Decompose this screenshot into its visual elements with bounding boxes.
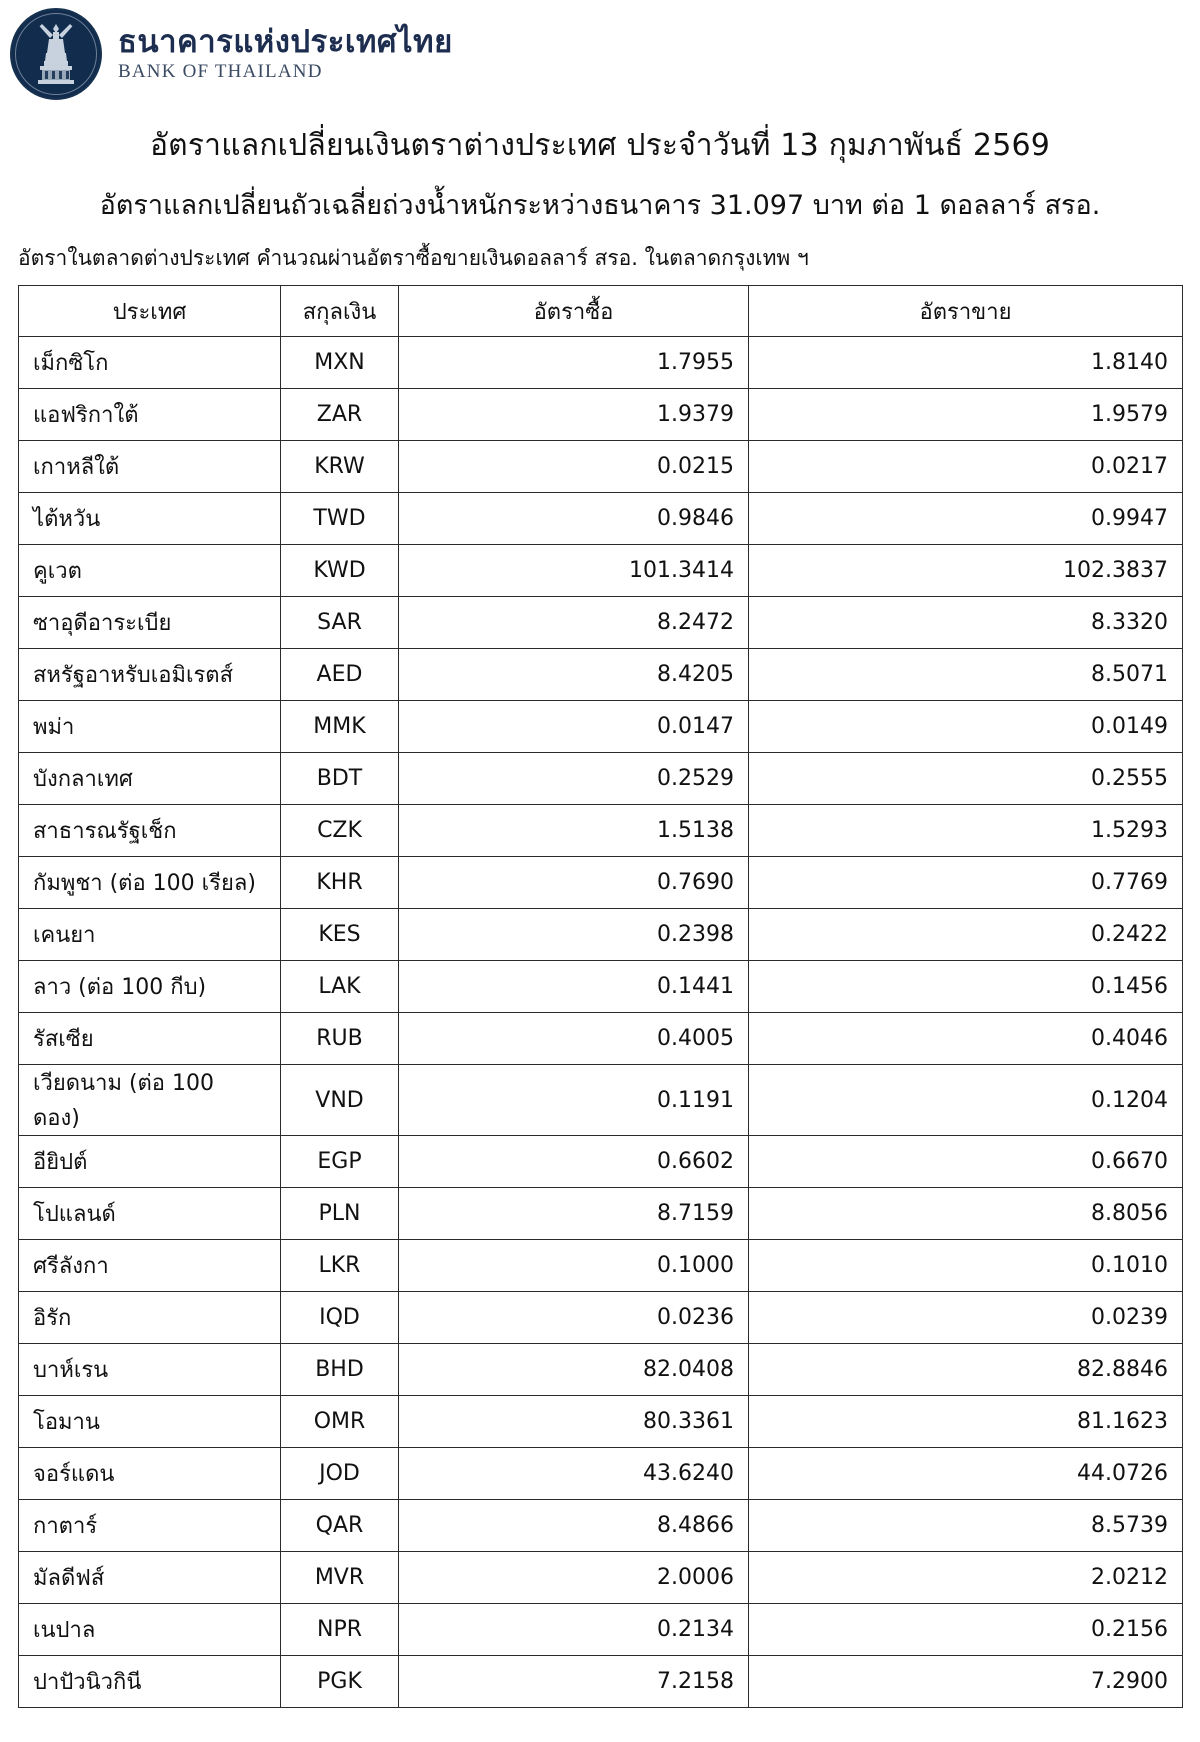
cell-currency: AED bbox=[281, 649, 399, 701]
table-row bbox=[19, 1552, 1183, 1604]
cell-currency: JOD bbox=[281, 1448, 399, 1500]
column-header-buy-rate: อัตราซื้อ bbox=[399, 286, 749, 337]
brand-name-thai: ธนาคารแห่งประเทศไทย bbox=[118, 23, 453, 60]
table-row bbox=[19, 545, 1183, 597]
cell-buy-rate: 82.0408 bbox=[399, 1344, 749, 1396]
table-row bbox=[19, 389, 1183, 441]
cell-country: บังกลาเทศ bbox=[19, 753, 281, 805]
cell-country: รัสเซีย bbox=[19, 1013, 281, 1065]
cell-country: ซาอุดีอาระเบีย bbox=[19, 597, 281, 649]
cell-sell-rate: 7.2900 bbox=[749, 1656, 1183, 1708]
cell-buy-rate: 0.0236 bbox=[399, 1292, 749, 1344]
cell-country: พม่า bbox=[19, 701, 281, 753]
cell-country: โอมาน bbox=[19, 1396, 281, 1448]
cell-currency: QAR bbox=[281, 1500, 399, 1552]
cell-buy-rate: 1.9379 bbox=[399, 389, 749, 441]
table-row bbox=[19, 1013, 1183, 1065]
cell-country: ลาว (ต่อ 100 กีบ) bbox=[19, 961, 281, 1013]
column-header-currency: สกุลเงิน bbox=[281, 286, 399, 337]
table-row bbox=[19, 1448, 1183, 1500]
cell-currency: PGK bbox=[281, 1656, 399, 1708]
cell-currency: MXN bbox=[281, 337, 399, 389]
cell-country: มัลดีฟส์ bbox=[19, 1552, 281, 1604]
column-header-sell-rate: อัตราขาย bbox=[749, 286, 1183, 337]
cell-currency: LKR bbox=[281, 1240, 399, 1292]
table-row bbox=[19, 493, 1183, 545]
cell-sell-rate: 1.9579 bbox=[749, 389, 1183, 441]
cell-sell-rate: 1.5293 bbox=[749, 805, 1183, 857]
table-row bbox=[19, 597, 1183, 649]
table-row bbox=[19, 1188, 1183, 1240]
cell-country: ศรีลังกา bbox=[19, 1240, 281, 1292]
cell-currency: SAR bbox=[281, 597, 399, 649]
cell-country: คูเวต bbox=[19, 545, 281, 597]
cell-currency: MVR bbox=[281, 1552, 399, 1604]
cell-currency: LAK bbox=[281, 961, 399, 1013]
cell-sell-rate: 0.9947 bbox=[749, 493, 1183, 545]
cell-currency: BDT bbox=[281, 753, 399, 805]
cell-sell-rate: 0.1456 bbox=[749, 961, 1183, 1013]
cell-sell-rate: 102.3837 bbox=[749, 545, 1183, 597]
cell-currency: PLN bbox=[281, 1188, 399, 1240]
brand-text bbox=[118, 23, 453, 83]
cell-buy-rate: 0.0147 bbox=[399, 701, 749, 753]
cell-currency: MMK bbox=[281, 701, 399, 753]
cell-buy-rate: 1.7955 bbox=[399, 337, 749, 389]
cell-sell-rate: 0.2156 bbox=[749, 1604, 1183, 1656]
cell-country: กาตาร์ bbox=[19, 1500, 281, 1552]
cell-sell-rate: 81.1623 bbox=[749, 1396, 1183, 1448]
cell-currency: VND bbox=[281, 1065, 399, 1136]
cell-country: เวียดนาม (ต่อ 100 ดอง) bbox=[19, 1065, 281, 1136]
page-subtitle: อัตราแลกเปลี่ยนถัวเฉลี่ยถ่วงน้ำหนักระหว่างธนาคาร 31.097 บาท ต่อ 1 ดอลลาร์ สรอ. bbox=[99, 190, 1101, 221]
cell-sell-rate: 8.5071 bbox=[749, 649, 1183, 701]
page-header bbox=[0, 0, 1200, 96]
cell-buy-rate: 8.4866 bbox=[399, 1500, 749, 1552]
cell-country: อิรัก bbox=[19, 1292, 281, 1344]
cell-country: ปาปัวนิวกินี bbox=[19, 1656, 281, 1708]
cell-buy-rate: 80.3361 bbox=[399, 1396, 749, 1448]
cell-sell-rate: 0.6670 bbox=[749, 1136, 1183, 1188]
table-row bbox=[19, 441, 1183, 493]
cell-currency: KRW bbox=[281, 441, 399, 493]
table-row bbox=[19, 1604, 1183, 1656]
cell-currency: CZK bbox=[281, 805, 399, 857]
bank-of-thailand-seal-icon bbox=[10, 8, 102, 100]
table-row bbox=[19, 805, 1183, 857]
cell-currency: KHR bbox=[281, 857, 399, 909]
table-row bbox=[19, 1396, 1183, 1448]
cell-country: แอฟริกาใต้ bbox=[19, 389, 281, 441]
table-row bbox=[19, 649, 1183, 701]
cell-sell-rate: 2.0212 bbox=[749, 1552, 1183, 1604]
cell-country: เกาหลีใต้ bbox=[19, 441, 281, 493]
cell-sell-rate: 1.8140 bbox=[749, 337, 1183, 389]
cell-country: เม็กซิโก bbox=[19, 337, 281, 389]
cell-country: โปแลนด์ bbox=[19, 1188, 281, 1240]
cell-currency: BHD bbox=[281, 1344, 399, 1396]
cell-buy-rate: 101.3414 bbox=[399, 545, 749, 597]
cell-buy-rate: 0.1441 bbox=[399, 961, 749, 1013]
cell-buy-rate: 2.0006 bbox=[399, 1552, 749, 1604]
table-row bbox=[19, 1065, 1183, 1136]
cell-sell-rate: 8.5739 bbox=[749, 1500, 1183, 1552]
cell-sell-rate: 0.2422 bbox=[749, 909, 1183, 961]
cell-country: เคนยา bbox=[19, 909, 281, 961]
exchange-rate-table-wrapper bbox=[0, 285, 1200, 1708]
page-title: อัตราแลกเปลี่ยนเงินตราต่างประเทศ ประจำวันที่ 13 กุมภาพันธ์ 2569 bbox=[149, 128, 1051, 163]
document-titles bbox=[0, 96, 1200, 275]
cell-country: อียิปต์ bbox=[19, 1136, 281, 1188]
cell-sell-rate: 0.0239 bbox=[749, 1292, 1183, 1344]
cell-buy-rate: 0.9846 bbox=[399, 493, 749, 545]
cell-currency: EGP bbox=[281, 1136, 399, 1188]
cell-buy-rate: 0.1191 bbox=[399, 1065, 749, 1136]
cell-sell-rate: 0.1204 bbox=[749, 1065, 1183, 1136]
cell-country: บาห์เรน bbox=[19, 1344, 281, 1396]
cell-buy-rate: 0.2529 bbox=[399, 753, 749, 805]
cell-country: เนปาล bbox=[19, 1604, 281, 1656]
cell-country: สหรัฐอาหรับเอมิเรตส์ bbox=[19, 649, 281, 701]
cell-sell-rate: 44.0726 bbox=[749, 1448, 1183, 1500]
table-row bbox=[19, 1344, 1183, 1396]
cell-buy-rate: 8.7159 bbox=[399, 1188, 749, 1240]
cell-buy-rate: 43.6240 bbox=[399, 1448, 749, 1500]
exchange-rate-table bbox=[18, 285, 1183, 1708]
cell-buy-rate: 8.4205 bbox=[399, 649, 749, 701]
cell-sell-rate: 0.0149 bbox=[749, 701, 1183, 753]
table-row bbox=[19, 909, 1183, 961]
page-note: อัตราในตลาดต่างประเทศ คำนวณผ่านอัตราซื้อขายเงินดอลลาร์ สรอ. ในตลาดกรุงเทพ ฯ bbox=[18, 246, 809, 270]
cell-buy-rate: 0.6602 bbox=[399, 1136, 749, 1188]
brand-name-english: BANK OF THAILAND bbox=[118, 61, 323, 83]
cell-buy-rate: 1.5138 bbox=[399, 805, 749, 857]
table-row bbox=[19, 1136, 1183, 1188]
cell-currency: IQD bbox=[281, 1292, 399, 1344]
cell-buy-rate: 0.1000 bbox=[399, 1240, 749, 1292]
table-row bbox=[19, 1292, 1183, 1344]
table-row bbox=[19, 337, 1183, 389]
cell-sell-rate: 82.8846 bbox=[749, 1344, 1183, 1396]
cell-country: จอร์แดน bbox=[19, 1448, 281, 1500]
cell-country: ไต้หวัน bbox=[19, 493, 281, 545]
cell-sell-rate: 8.8056 bbox=[749, 1188, 1183, 1240]
cell-buy-rate: 0.2398 bbox=[399, 909, 749, 961]
table-row bbox=[19, 701, 1183, 753]
column-header-country: ประเทศ bbox=[19, 286, 281, 337]
table-row bbox=[19, 857, 1183, 909]
table-row bbox=[19, 1500, 1183, 1552]
cell-sell-rate: 0.4046 bbox=[749, 1013, 1183, 1065]
cell-sell-rate: 0.0217 bbox=[749, 441, 1183, 493]
cell-sell-rate: 0.1010 bbox=[749, 1240, 1183, 1292]
cell-currency: TWD bbox=[281, 493, 399, 545]
table-header-row bbox=[19, 286, 1183, 337]
cell-buy-rate: 8.2472 bbox=[399, 597, 749, 649]
cell-buy-rate: 0.2134 bbox=[399, 1604, 749, 1656]
cell-currency: OMR bbox=[281, 1396, 399, 1448]
cell-currency: ZAR bbox=[281, 389, 399, 441]
table-row bbox=[19, 753, 1183, 805]
cell-sell-rate: 0.2555 bbox=[749, 753, 1183, 805]
cell-currency: RUB bbox=[281, 1013, 399, 1065]
cell-buy-rate: 7.2158 bbox=[399, 1656, 749, 1708]
cell-country: กัมพูชา (ต่อ 100 เรียล) bbox=[19, 857, 281, 909]
cell-buy-rate: 0.4005 bbox=[399, 1013, 749, 1065]
cell-sell-rate: 8.3320 bbox=[749, 597, 1183, 649]
cell-currency: KWD bbox=[281, 545, 399, 597]
cell-buy-rate: 0.7690 bbox=[399, 857, 749, 909]
cell-country: สาธารณรัฐเช็ก bbox=[19, 805, 281, 857]
table-row bbox=[19, 1240, 1183, 1292]
cell-currency: NPR bbox=[281, 1604, 399, 1656]
table-row bbox=[19, 1656, 1183, 1708]
cell-buy-rate: 0.0215 bbox=[399, 441, 749, 493]
cell-currency: KES bbox=[281, 909, 399, 961]
table-row bbox=[19, 961, 1183, 1013]
table-body bbox=[19, 337, 1183, 1708]
cell-sell-rate: 0.7769 bbox=[749, 857, 1183, 909]
